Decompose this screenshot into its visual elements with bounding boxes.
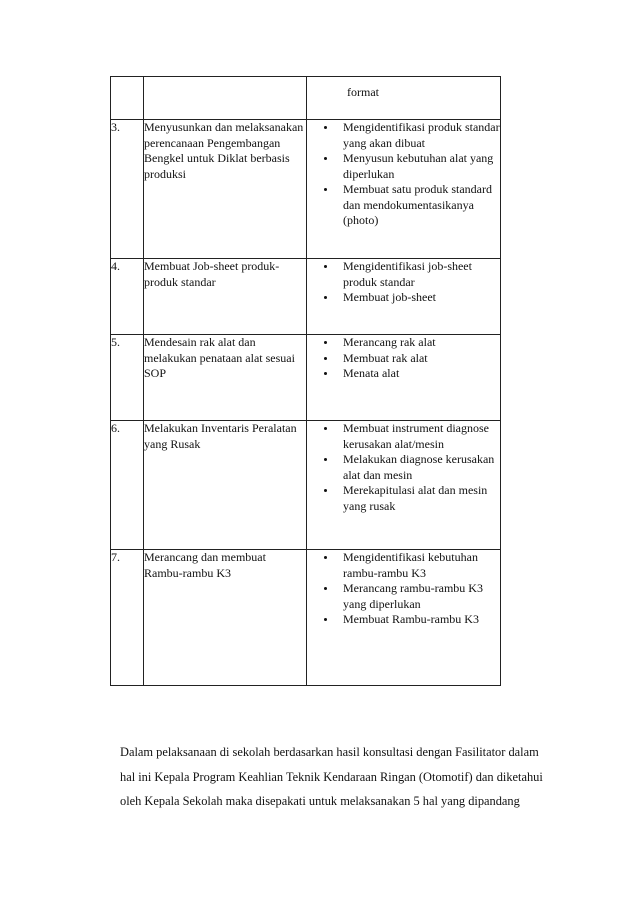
bullet-icon <box>324 157 327 160</box>
row-task: Menyusunkan dan melaksanakan perencanaan Pengembangan Bengkel untuk Diklat berbasis produksi <box>144 120 307 259</box>
row-detail-continuation: format <box>307 77 501 120</box>
row-number: 4. <box>111 259 144 335</box>
list-item-text: Merekapitulasi alat dan mesin yang rusak <box>343 483 488 513</box>
row-number: 3. <box>111 120 144 259</box>
bullet-icon <box>324 427 327 430</box>
list-item-text: Membuat satu produk standard dan mendokumentasikanya (photo) <box>343 182 492 227</box>
bullet-icon <box>324 489 327 492</box>
row-detail <box>307 550 501 686</box>
bullet-icon <box>324 587 327 590</box>
list-item-text: Merancang rak alat <box>343 335 436 349</box>
table-row <box>111 77 501 120</box>
list-item <box>307 259 500 290</box>
table-row <box>111 421 501 550</box>
bullet-icon <box>324 188 327 191</box>
table-row <box>111 335 501 421</box>
list-item-text: Mengidentifikasi produk standar yang akan dibuat <box>343 120 500 150</box>
bullet-list <box>307 120 500 229</box>
list-item <box>307 182 500 229</box>
bullet-icon <box>324 341 327 344</box>
list-item-text: Melakukan diagnose kerusakan alat dan mesin <box>343 452 495 482</box>
list-item <box>307 366 500 382</box>
bullet-list <box>307 550 500 628</box>
row-number: 5. <box>111 335 144 421</box>
bullet-icon <box>324 265 327 268</box>
table-row <box>111 550 501 686</box>
bullet-list <box>307 335 500 382</box>
row-task: Merancang dan membuat Rambu-rambu K3 <box>144 550 307 686</box>
bullet-icon <box>324 372 327 375</box>
list-item-text: Membuat Rambu-rambu K3 <box>343 612 479 626</box>
bullet-list <box>307 259 500 306</box>
list-item-text: Mengidentifikasi kebutuhan rambu-rambu K3 <box>343 550 478 580</box>
list-item <box>307 581 500 612</box>
paragraph-line: oleh Kepala Sekolah maka disepakati untuk melaksanakan 5 hal yang dipandang <box>120 794 520 808</box>
row-detail <box>307 421 501 550</box>
list-item <box>307 290 500 306</box>
bullet-icon <box>324 126 327 129</box>
activity-table <box>110 76 501 686</box>
list-item <box>307 421 500 452</box>
list-item <box>307 550 500 581</box>
bullet-icon <box>324 556 327 559</box>
bullet-icon <box>324 357 327 360</box>
bullet-icon <box>324 458 327 461</box>
row-detail <box>307 259 501 335</box>
bullet-icon <box>324 618 327 621</box>
paragraph-line: hal ini Kepala Program Keahlian Teknik Kendaraan Ringan (Otomotif) dan diketahui <box>120 769 543 784</box>
body-paragraph <box>120 740 570 814</box>
row-task: Mendesain rak alat dan melakukan penataan alat sesuai SOP <box>144 335 307 421</box>
row-detail <box>307 120 501 259</box>
list-item-text: Menyusun kebutuhan alat yang diperlukan <box>343 151 494 181</box>
list-item-text: Menata alat <box>343 366 400 380</box>
bullet-icon <box>324 296 327 299</box>
row-task <box>144 77 307 120</box>
table-row <box>111 259 501 335</box>
list-item <box>307 120 500 151</box>
list-item <box>307 151 500 182</box>
row-number: 7. <box>111 550 144 686</box>
list-item <box>307 483 500 514</box>
row-number: 6. <box>111 421 144 550</box>
list-item-text: Mengidentifikasi job-sheet produk standar <box>343 259 472 289</box>
list-item <box>307 452 500 483</box>
row-task: Membuat Job-sheet produk-produk standar <box>144 259 307 335</box>
list-item <box>307 612 500 628</box>
list-item <box>307 335 500 351</box>
table-row <box>111 120 501 259</box>
row-task: Melakukan Inventaris Peralatan yang Rusak <box>144 421 307 550</box>
row-number <box>111 77 144 120</box>
row-detail <box>307 335 501 421</box>
paragraph-line: Dalam pelaksanaan di sekolah berdasarkan hasil konsultasi dengan Fasilitator dalam <box>120 745 539 759</box>
list-item-text: Membuat instrument diagnose kerusakan alat/mesin <box>343 421 489 451</box>
list-item-text: Merancang rambu-rambu K3 yang diperlukan <box>343 581 483 611</box>
list-item-text: Membuat rak alat <box>343 350 428 365</box>
list-item-text: Membuat job-sheet <box>343 290 436 304</box>
list-item <box>307 351 500 367</box>
bullet-list <box>307 421 500 514</box>
